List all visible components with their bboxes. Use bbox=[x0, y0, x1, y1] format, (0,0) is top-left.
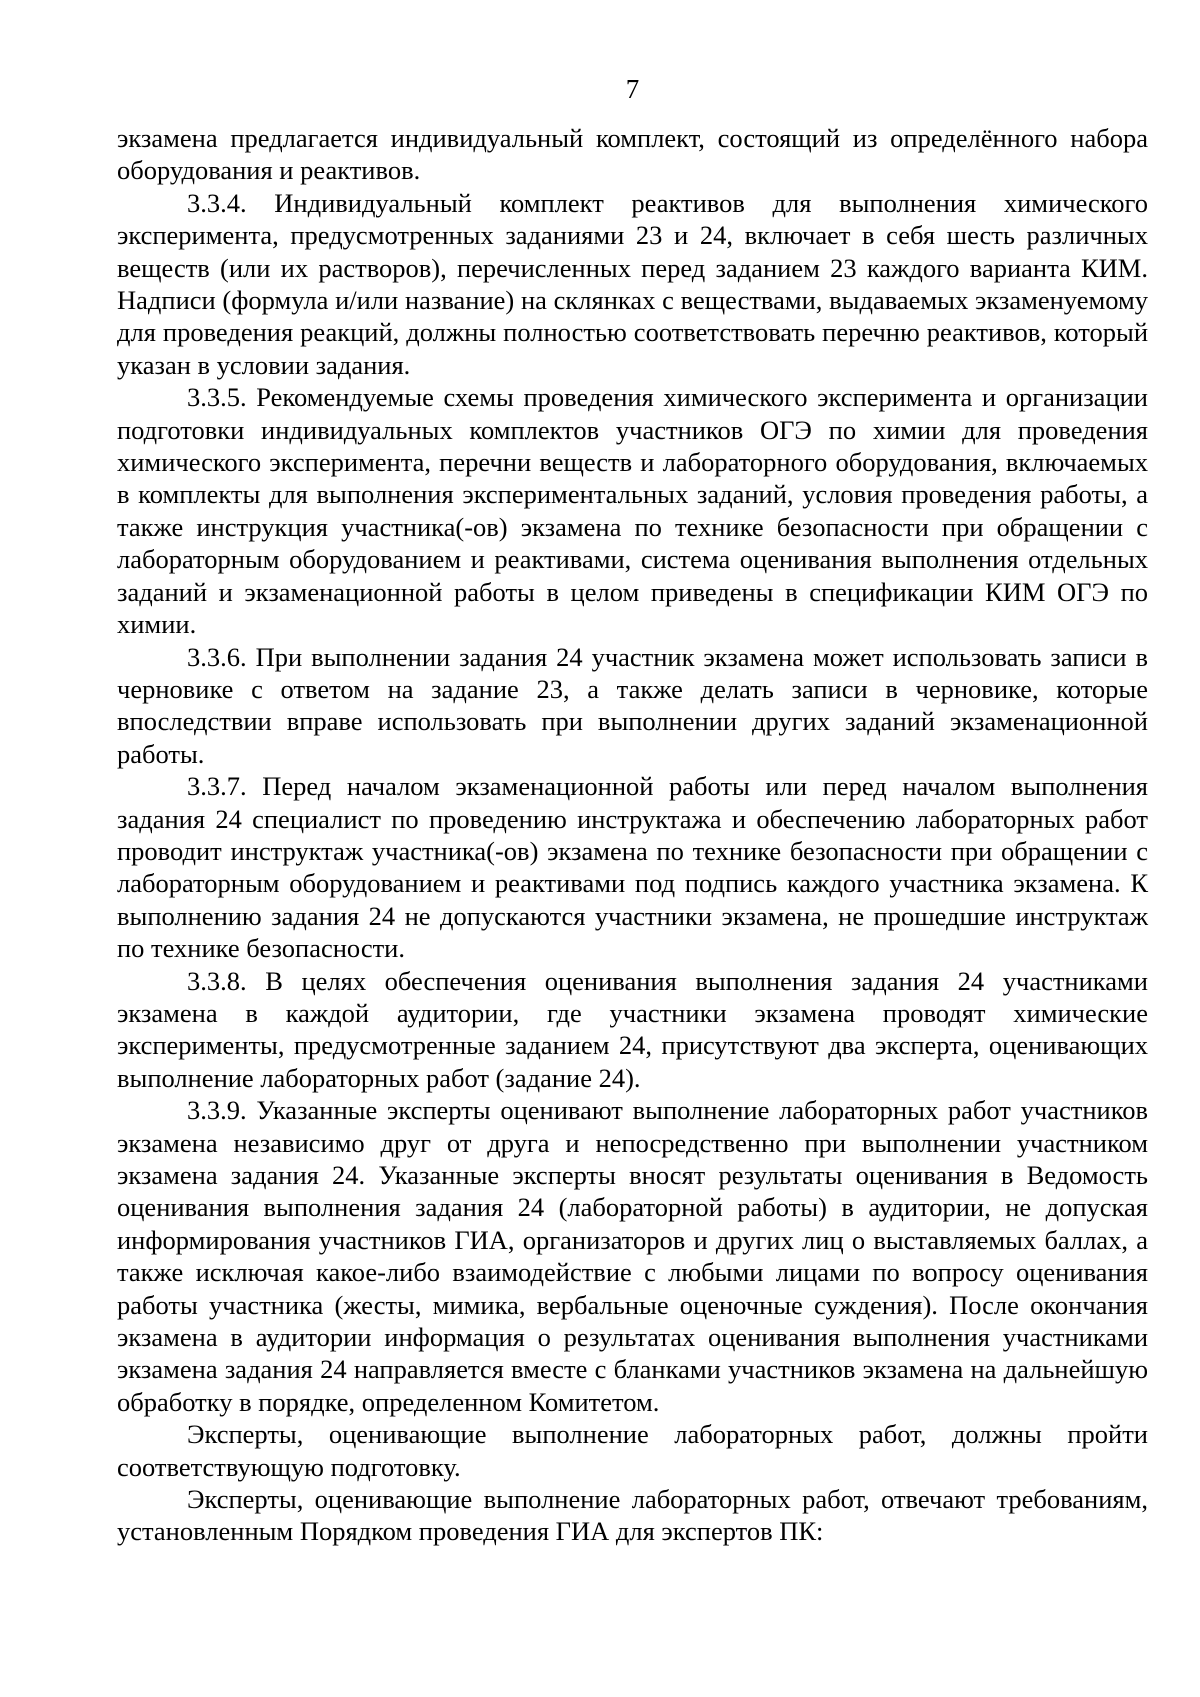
paragraph-experts-training: Эксперты, оценивающие выполнение лабораторных работ, должны пройти соответствующую подготовку. bbox=[117, 1419, 1148, 1482]
paragraph-3-3-6: 3.3.6. При выполнении задания 24 участник экзамена может использовать записи в черновике с ответом на задание 23, а также делать записи в черновике, которые впоследствии вправе использовать при выполнении других заданий экзаменационной работы. bbox=[117, 641, 1148, 769]
paragraph-3-3-9: 3.3.9. Указанные эксперты оценивают выполнение лабораторных работ участников экзамена независимо друг от друга и непосредственно при выполнении участником экзамена задания 24. Указанные эксперты вносят результаты оценивания в Ведомость оценивания выполнения задания 24 (лабораторной работы) в аудитории, не допуская информирования участников ГИА, организаторов и других лиц о выставляемых баллах, а также исключая какое-либо взаимодействие с любыми лицами по вопросу оценивания работы участника (жесты, мимика, вербальные оценочные суждения). После окончания экзамена в аудитории информация о результатах оценивания выполнения участниками экзамена задания 24 направляется вместе с бланками участников экзамена на дальнейшую обработку в порядке, определенном Комитетом. bbox=[117, 1095, 1148, 1417]
page-number: 7 bbox=[625, 74, 640, 104]
paragraph-3-3-4: 3.3.4. Индивидуальный комплект реактивов для выполнения химического эксперимента, предусмотренных заданиями 23 и 24, включает в себя шесть различных веществ (или их растворов), перечисленных перед заданием 23 каждого варианта КИМ. Надписи (формула и/или название) на склянках с веществами, выдаваемых экзаменуемому для проведения реакций, должны полностью соответствовать перечню реактивов, который указан в условии задания. bbox=[117, 187, 1148, 380]
document-body bbox=[117, 122, 1148, 1548]
paragraph-3-3-5: 3.3.5. Рекомендуемые схемы проведения химического эксперимента и организации подготовки индивидуальных комплектов участников ОГЭ по химии для проведения химического эксперимента, перечни веществ и лабораторного оборудования, включаемых в комплекты для выполнения экспериментальных заданий, условия проведения работы, а также инструкция участника(-ов) экзамена по технике безопасности при обращении с лабораторным оборудованием и реактивами, система оценивания выполнения отдельных заданий и экзаменационной работы в целом приведены в спецификации КИМ ОГЭ по химии. bbox=[117, 382, 1148, 640]
paragraph-3-3-8: 3.3.8. В целях обеспечения оценивания выполнения задания 24 участниками экзамена в каждой аудитории, где участники экзамена проводят химические эксперименты, предусмотренные заданием 24, присутствуют два эксперта, оценивающих выполнение лабораторных работ (задание 24). bbox=[117, 965, 1148, 1093]
paragraph-experts-requirements: Эксперты, оценивающие выполнение лабораторных работ, отвечают требованиям, установленным Порядком проведения ГИА для экспертов ПК: bbox=[117, 1484, 1148, 1547]
paragraph-3-3-7: 3.3.7. Перед началом экзаменационной работы или перед началом выполнения задания 24 специалист по проведению инструктажа и обеспечению лабораторных работ проводит инструктаж участника(-ов) экзамена по технике безопасности при обращении с лабораторным оборудованием и реактивами под подпись каждого участника экзамена. К выполнению задания 24 не допускаются участники экзамена, не прошедшие инструктаж по технике безопасности. bbox=[117, 771, 1148, 964]
paragraph-continuation: экзамена предлагается индивидуальный комплект, состоящий из определённого набора оборудования и реактивов. bbox=[117, 123, 1148, 186]
